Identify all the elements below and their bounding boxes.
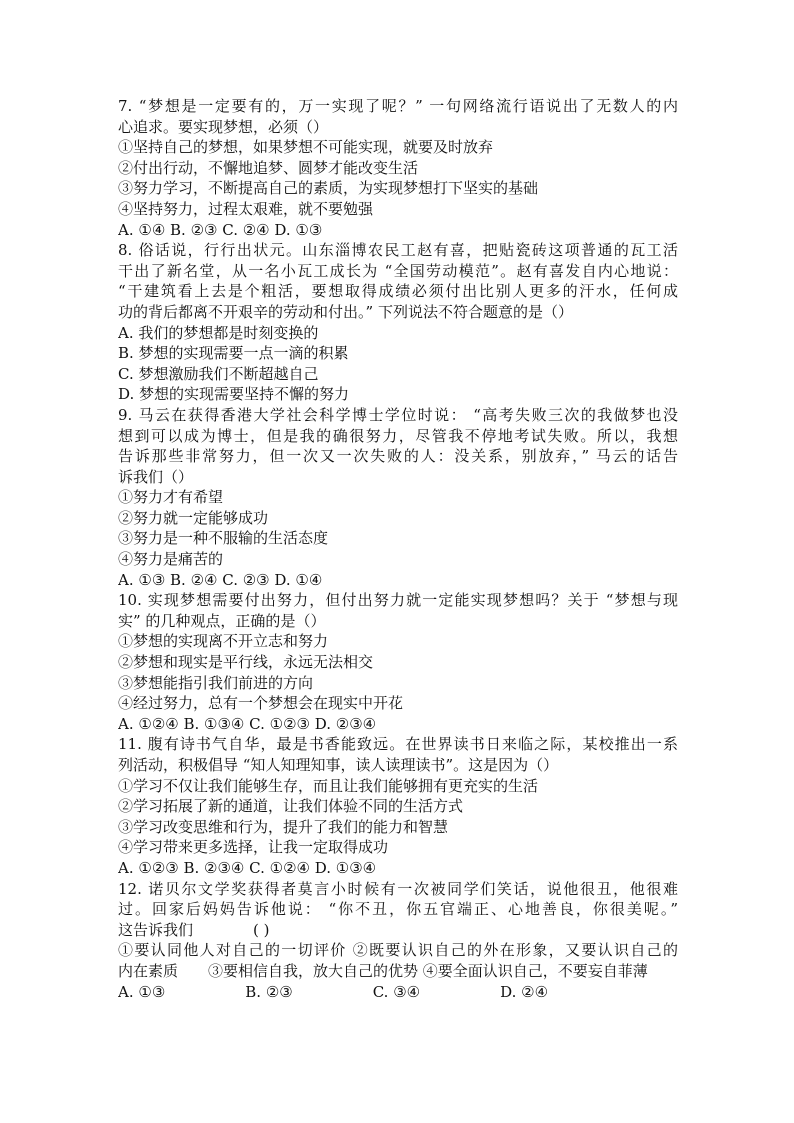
- q9-statement-1: ①努力才有希望: [118, 488, 224, 507]
- q12-statements-line-2: [118, 961, 678, 982]
- q9-stem-line-3: 告诉那些非常努力，但一次又一次失败的人：没关系，别放弃，” 马云的话告: [118, 447, 678, 466]
- q11-stem-line-2: 列活动，积极倡导 “知人知理知事，读人读理读书”。这是因为（）: [118, 756, 559, 774]
- q8-option-d: D. 梦想的实现需要坚持不懈的努力: [118, 385, 350, 404]
- q12-answer-blank: ( ): [253, 920, 270, 939]
- question-7: [118, 96, 678, 240]
- q8-option-c: C. 梦想激励我们不断超越自己: [118, 364, 319, 383]
- q10-statement-2: ②梦想和现实是平行线，永远无法相交: [118, 653, 374, 672]
- q12-option-d: D. ②④: [500, 982, 549, 1001]
- q9-options: A. ①③ B. ②④ C. ②③ D. ①④: [118, 570, 323, 589]
- question-10: [118, 590, 678, 734]
- q7-statement-3: ③努力学习，不断提高自己的素质，为实现梦想打下坚实的基础: [118, 179, 539, 198]
- q12-statements-3-4: ③要相信自我，放大自己的优势 ④要全面认识自己，不要妄自菲薄: [208, 961, 648, 980]
- q11-statement-3: ③学习改变思维和行为，提升了我们的能力和智慧: [118, 817, 449, 836]
- q12-stem-line-2: 过。回家后妈妈告诉他说： “你不丑，你五官端正、心地善良，你很美呢。”: [118, 900, 678, 919]
- q8-stem-line-2: 干出了新名堂，从一名小瓦工成长为 “全国劳动模范”。赵有喜发自内心地说：: [118, 261, 678, 280]
- q12-option-b: B. ②③: [245, 982, 293, 1001]
- q7-statement-4: ④坚持努力，过程太艰难，就不要勉强: [118, 199, 374, 218]
- q12-stem-line-3: [118, 920, 678, 941]
- q7-stem-line-1: 7. “梦想是一定要有的，万一实现了呢？” 一句网络流行语说出了无数人的内: [118, 97, 678, 115]
- q10-stem-line-2: 实” 的几种观点，正确的是（）: [118, 611, 326, 630]
- question-12: [118, 879, 678, 1003]
- q12-options: [118, 982, 678, 1003]
- q12-stem-text: 这告诉我们: [118, 920, 194, 939]
- q9-stem-line-1: 9. 马云在获得香港大学社会科学博士学位时说： “高考失败三次的我做梦也没: [118, 405, 678, 424]
- q11-statement-1: ①学习不仅让我们能够生存，而且让我们能够拥有更充实的生活: [118, 776, 539, 795]
- q8-stem-line-3: “干建筑看上去是个粗活，要想取得成绩必须付出比别人更多的汗水，任何成: [118, 282, 678, 301]
- q12-statements-line-1: ①要认同他人对自己的一切评价 ②既要认识自己的外在形象，又要认识自己的: [118, 941, 678, 960]
- q9-statement-3: ③努力是一种不服输的生活态度: [118, 529, 329, 548]
- q7-stem-line-2: 心追求。要实现梦想，必须（）: [118, 117, 329, 136]
- q7-statement-1: ①坚持自己的梦想，如果梦想不可能实现，就要及时放弃: [118, 138, 494, 157]
- q11-options: A. ①②③ B. ②③④ C. ①②④ D. ①③④: [118, 858, 377, 877]
- q9-stem-line-4: 诉我们（）: [118, 467, 194, 486]
- q8-stem-line-4: 功的背后都离不开艰辛的劳动和付出。” 下列说法不符合题意的是（）: [118, 302, 573, 321]
- q8-option-b: B. 梦想的实现需要一点一滴的积累: [118, 344, 349, 363]
- q12-statement-2-tail: 内在素质: [118, 961, 179, 980]
- question-8: [118, 240, 678, 405]
- q10-statement-3: ③梦想能指引我们前进的方向: [118, 673, 314, 692]
- q9-stem-line-2: 想到可以成为博士，但是我的确很努力，尽管我不停地考试失败。所以，我想: [118, 426, 678, 445]
- q11-statement-4: ④学习带来更多选择，让我一定取得成功: [118, 838, 389, 857]
- q8-option-a: A. 我们的梦想都是时刻变换的: [118, 323, 319, 342]
- q12-stem-line-1: 12. 诺贝尔文学奖获得者莫言小时候有一次被同学们笑话，说他很丑，他很难: [118, 879, 678, 898]
- q12-option-c: C. ③④: [372, 982, 421, 1001]
- q10-statement-1: ①梦想的实现离不开立志和努力: [118, 632, 329, 651]
- q11-stem-line-1: 11. 腹有诗书气自华，最是书香能致远。在世界读书日来临之际，某校推出一系: [118, 735, 678, 754]
- q7-statement-2: ②付出行动，不懈地追梦、圆梦才能改变生活: [118, 158, 419, 177]
- q10-options: A. ①②④ B. ①③④ C. ①②③ D. ②③④: [118, 714, 377, 733]
- q10-statement-4: ④经过努力，总有一个梦想会在现实中开花: [118, 694, 404, 713]
- q12-option-a: A. ①③: [118, 982, 166, 1001]
- exam-page: [118, 96, 678, 1002]
- question-9: [118, 405, 678, 590]
- question-11: [118, 734, 678, 878]
- q9-statement-2: ②努力就一定能够成功: [118, 508, 269, 527]
- q9-statement-4: ④努力是痛苦的: [118, 550, 224, 569]
- q10-stem-line-1: 10. 实现梦想需要付出努力，但付出努力就一定能实现梦想吗？关于 “梦想与现: [118, 591, 678, 610]
- q7-options: A. ①④ B. ②③ C. ②④ D. ①③: [118, 220, 323, 239]
- q11-statement-2: ②学习拓展了新的通道，让我们体验不同的生活方式: [118, 797, 464, 816]
- q8-stem-line-1: 8. 俗话说，行行出状元。山东淄博农民工赵有喜，把贴瓷砖这项普通的瓦工活: [118, 241, 678, 260]
